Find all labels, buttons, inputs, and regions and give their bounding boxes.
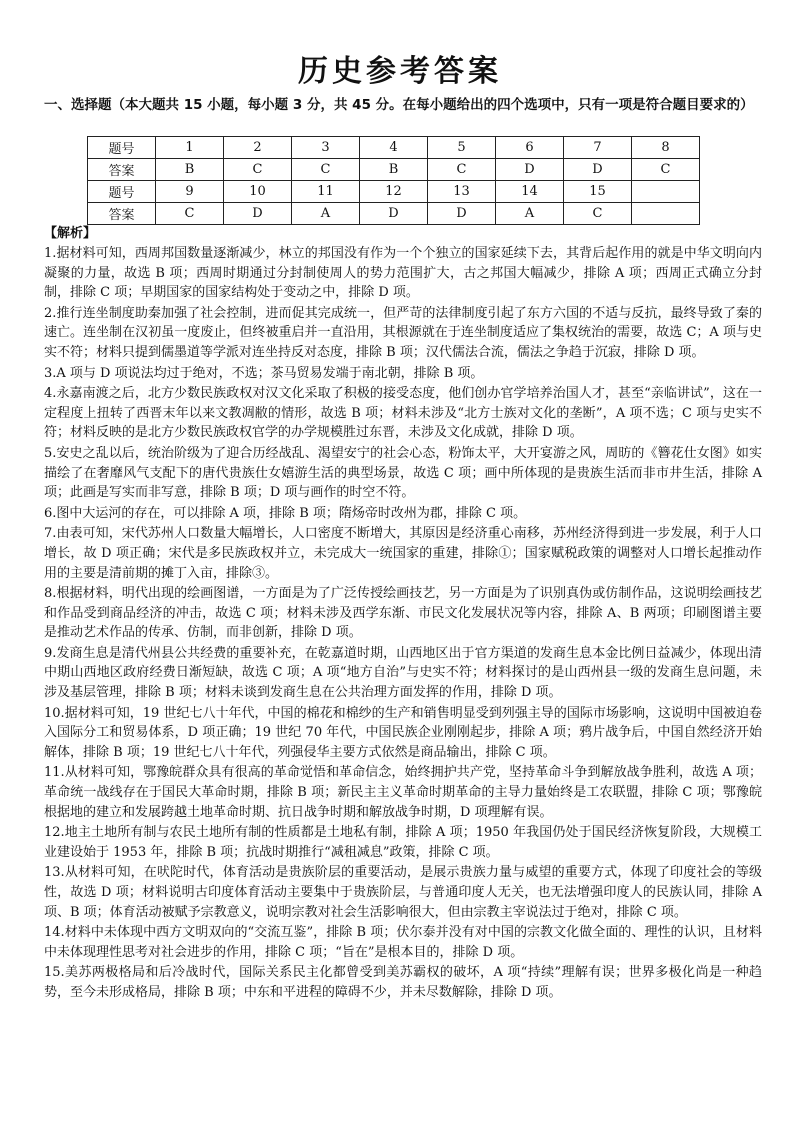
table-cell: 13 — [428, 181, 496, 203]
analysis-item: 14.材料中未体现中西方文明双向的“交流互鉴”，排除 B 项；伏尔泰并没有对中国的宗教文化做全面的、理性的认识，且材料中未体现理性思考对社会进步的作用，排除 C 项；“旨在”是根本目的，排除 D 项。 — [44, 925, 762, 960]
table-cell: A — [292, 203, 360, 225]
table-cell: 5 — [428, 137, 496, 159]
table-cell: 3 — [292, 137, 360, 159]
table-cell — [632, 203, 700, 225]
table-cell: C — [564, 203, 632, 225]
table-cell: C — [224, 159, 292, 181]
analysis-item: 6.图中大运河的存在，可以排除 A 项，排除 B 项；隋炀帝时改州为郡，排除 C 项。 — [44, 505, 527, 521]
analysis-label: 【解析】 — [44, 226, 97, 241]
table-cell: 7 — [564, 137, 632, 159]
analysis-item: 7.由表可知，宋代苏州人口数量大幅增长，人口密度不断增大，其原因是经济重心南移，苏州经济得到进一步发展，利于人口增长，故 D 项正确；宋代是多民族政权并立，未完成大一统国家的重建，排除①；国家赋税政策的调整对人口增长起推动作用的主要是清前期的摊丁入亩，排除③。 — [44, 526, 762, 581]
table-cell: D — [224, 203, 292, 225]
analysis-item: 13.从材料可知，在吠陀时代，体育活动是贵族阶层的重要活动，是展示贵族力量与威望的重要方式，体现了印度社会的等级性，故选 D 项；材料说明古印度体育活动主要集中于贵族阶层，与普通印度人无关，也无法增强印度人的民族认同，排除 A 项、B 项；体育活动被赋予宗教意义，说明宗教对社会生活影响很大，但由宗教主宰说法过于绝对，排除 C 项。 — [44, 865, 762, 920]
table-cell: A — [496, 203, 564, 225]
table-cell: B — [360, 159, 428, 181]
table-row — [88, 181, 700, 203]
table-cell: C — [428, 159, 496, 181]
analysis-item: 4.永嘉南渡之后，北方少数民族政权对汉文化采取了积极的接受态度，他们创办官学培养治国人才，甚至“亲临讲试”，这在一定程度上扭转了西晋末年以来文教凋敝的情形，故选 B 项；材料未涉及“北方士族对文化的垄断”，A 项不选；C 项与史实不符；材料反映的是北方少数民族政权官学的办学规模胜过东晋，未涉及文化成就，排除 D 项。 — [44, 386, 762, 441]
table-cell: C — [156, 203, 224, 225]
table-cell: 9 — [156, 181, 224, 203]
table-cell: D — [496, 159, 564, 181]
analysis-item: 12.地主土地所有制与农民土地所有制的性质都是土地私有制，排除 A 项；1950 年我国仍处于国民经济恢复阶段，大规模工业建设始于 1953 年，排除 B 项；抗战时期推行“减租减息”政策，排除 C 项。 — [44, 825, 762, 860]
table-cell: D — [428, 203, 496, 225]
answer-table — [87, 136, 700, 225]
table-cell — [632, 181, 700, 203]
analysis-list — [44, 244, 762, 1004]
row-label: 答案 — [88, 203, 156, 225]
analysis-item: 10.据材料可知，19 世纪七八十年代，中国的棉花和棉纱的生产和销售明显受到列强主导的国际市场影响，这说明中国被迫卷入国际分工和贸易体系，D 项正确；19 世纪 70 年代，中国民族企业刚刚起步，排除 A 项；鸦片战争后，中国自然经济开始解体，排除 B 项；19 世纪七八十年代，列强侵华主要方式依然是商品输出，排除 C 项。 — [44, 705, 762, 760]
row-label: 题号 — [88, 181, 156, 203]
row-label: 题号 — [88, 137, 156, 159]
analysis-item: 5.安史之乱以后，统治阶级为了迎合历经战乱、渴望安宁的社会心态，粉饰太平，大开宴游之风，周昉的《簪花仕女图》如实描绘了在奢靡风气支配下的唐代贵族仕女嬉游生活的典型场景，故选 C 项；画中所体现的是贵族生活而非市井生活，排除 A 项；此画是写实而非写意，排除 B 项；D 项与画作的时空不符。 — [44, 445, 762, 501]
row-label: 答案 — [88, 159, 156, 181]
table-cell: 11 — [292, 181, 360, 203]
analysis-item: 2.推行连坐制度助秦加强了社会控制，进而促其完成统一，但严苛的法律制度引起了东方六国的不适与反抗，最终导致了秦的速亡。连坐制在汉初虽一度废止，但终被重启并一直沿用，其根源就在于连坐制度适应了集权统治的需要，故选 C；A 项与史实不符；材料只提到儒墨道等学派对连坐持反对态度，排除 B 项；汉代儒法合流，儒法之争趋于沉寂，排除 D 项。 — [44, 305, 762, 360]
section-heading: 一、选择题（本大题共 15 小题，每小题 3 分，共 45 分。在每小题给出的四个选项中，只有一项是符合题目要求的） — [44, 97, 754, 113]
table-cell: C — [292, 159, 360, 181]
analysis-item: 1.据材料可知，西周邦国数量逐渐减少，林立的邦国没有作为一个个独立的国家延续下去，其背后起作用的就是中华文明向内凝聚的力量，故选 B 项；西周时期通过分封制使周人的势力范围扩大，古之邦国大幅减少，排除 A 项；西周正式确立分封制，排除 C 项；早期国家的国家结构处于变动之中，排除 D 项。 — [44, 246, 762, 301]
table-cell: 14 — [496, 181, 564, 203]
table-cell: 4 — [360, 137, 428, 159]
table-cell: D — [564, 159, 632, 181]
table-row — [88, 203, 700, 225]
table-cell: 2 — [224, 137, 292, 159]
analysis-item: 3.A 项与 D 项说法均过于绝对，不选；茶马贸易发端于南北朝，排除 B 项。 — [44, 365, 484, 381]
table-cell: 10 — [224, 181, 292, 203]
analysis-item: 15.美苏两极格局和后冷战时代，国际关系民主化都曾受到美苏霸权的破坏，A 项“持续”理解有误；世界多极化尚是一种趋势，至今未形成格局，排除 B 项；中东和平进程的障碍不少，并未尽数解除，排除 D 项。 — [44, 965, 762, 1000]
table-cell: 1 — [156, 137, 224, 159]
table-cell: 8 — [632, 137, 700, 159]
analysis-item: 9.发商生息是清代州县公共经费的重要补充，在乾嘉道时期，山西地区出于官方渠道的发商生息本金比例日益减少，体现出清中期山西地区政府经费日渐短缺，故选 C 项；A 项“地方自治”与史实不符；材料探讨的是山西州县一级的发商生息问题，未涉及基层管理，排除 B 项；材料未谈到发商生息在公共治理方面发挥的作用，排除 D 项。 — [44, 645, 762, 701]
table-cell: C — [632, 159, 700, 181]
table-cell: B — [156, 159, 224, 181]
table-row — [88, 137, 700, 159]
table-cell: 12 — [360, 181, 428, 203]
analysis-item: 8.根据材料，明代出现的绘画图谱，一方面是为了广泛传授绘画技艺，另一方面是为了识别真伪或仿制作品，这说明绘画技艺和作品受到商品经济的冲击，故选 C 项；材料未涉及西学东渐、市民文化发展状况等内容，排除 A、B 两项；印刷图谱主要是推动艺术作品的传承、仿制，而非创新，排除 D 项。 — [44, 586, 762, 641]
table-cell: 6 — [496, 137, 564, 159]
table-cell: D — [360, 203, 428, 225]
page-title: 历史参考答案 — [298, 54, 502, 89]
table-row — [88, 159, 700, 181]
analysis-item: 11.从材料可知，鄂豫皖群众具有很高的革命觉悟和革命信念，始终拥护共产党，坚持革命斗争到解放战争胜利，故选 A 项；革命统一战线存在于国民大革命时期，排除 B 项；新民主主义革命时期革命的主导力量始终是工农联盟，排除 C 项；鄂豫皖根据地的建立和发展跨越土地革命时期、抗日战争时期和解放战争时期，D 项理解有误。 — [44, 765, 762, 820]
table-cell: 15 — [564, 181, 632, 203]
